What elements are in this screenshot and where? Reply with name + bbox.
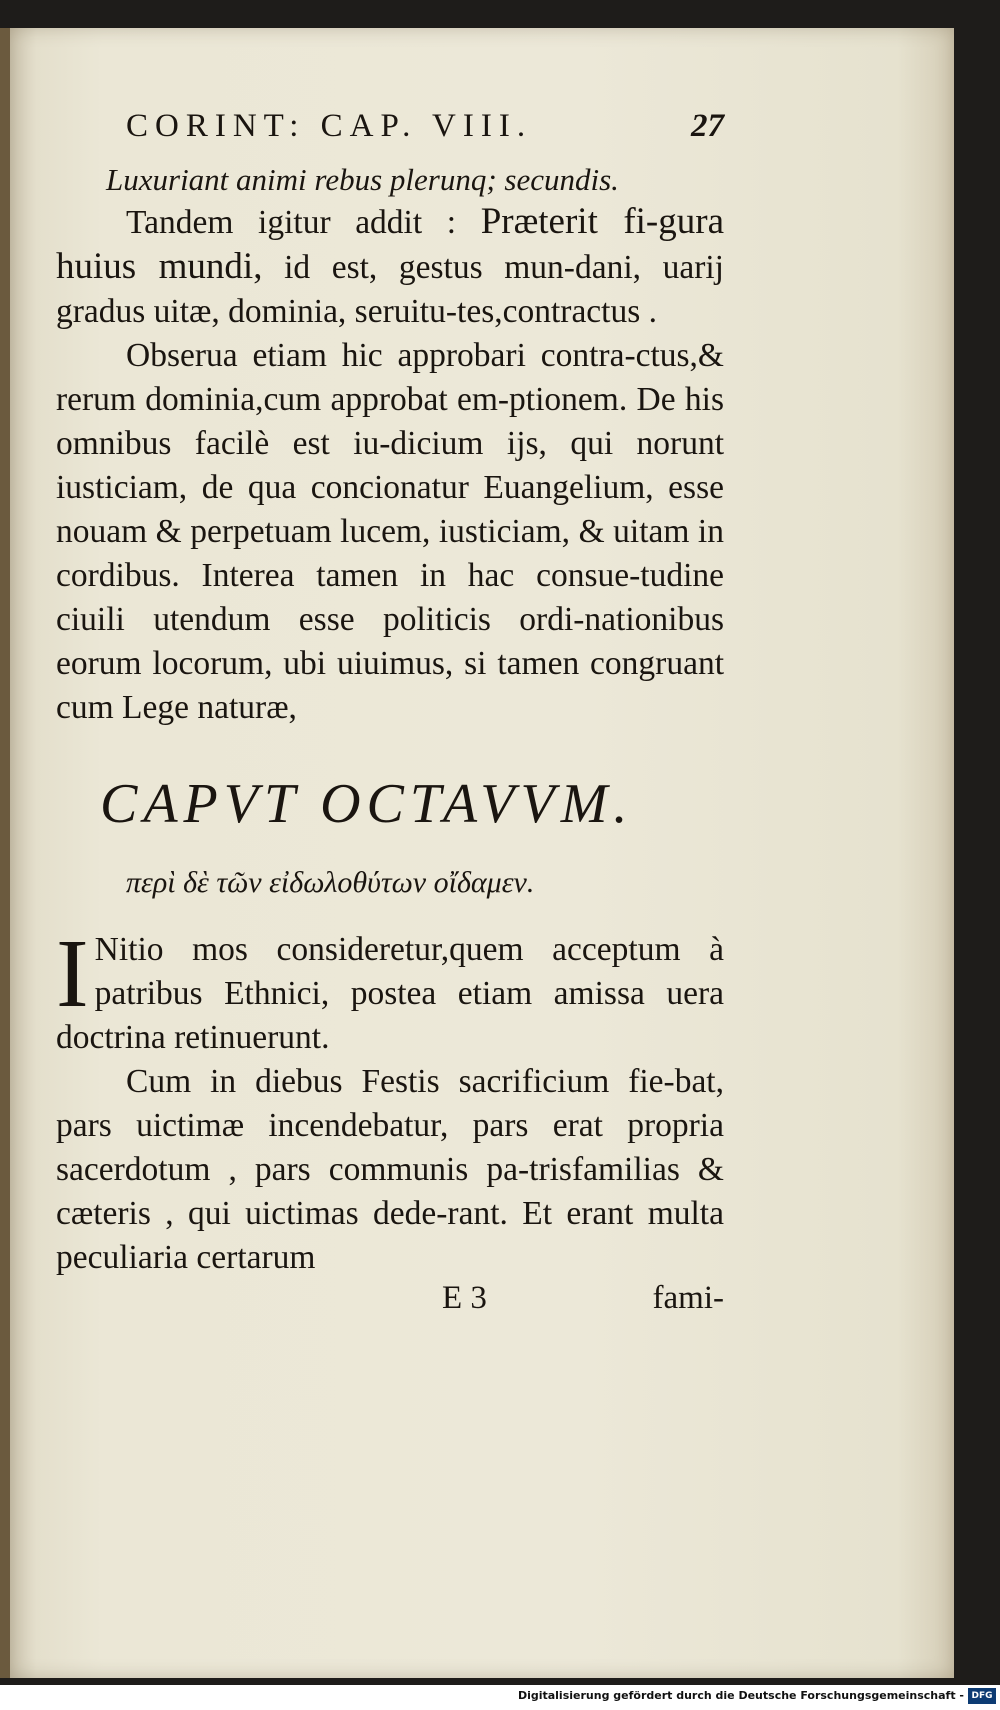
motto-line: Luxuriant animi rebus plerunq; secundis. [106, 162, 619, 197]
footer-credit: Digitalisierung gefördert durch die Deutsche Forschungsgemeinschaft - [517, 1689, 964, 1702]
catchword-line [56, 1280, 724, 1324]
page-number: 27 [691, 108, 724, 144]
running-head [56, 108, 724, 152]
chapter-heading: CAPVT OCTAVVM. [100, 773, 634, 835]
paragraph-3-text: Nitio mos consideretur,quem acceptum à patribus Ethnici, postea etiam amissa uera doctrina retinuerunt. [56, 931, 724, 1056]
page-spine-edge [0, 28, 10, 1678]
paragraph-1-quote-a: Præterit fi- [480, 201, 659, 242]
running-head-title: CORINT: CAP. VIII. [126, 108, 533, 144]
signature-mark: E 3 [442, 1280, 487, 1316]
footer-bar [0, 1685, 1000, 1710]
paragraph-1-rest: id est, gestus mun-dani, uarij gradus uitæ, dominia, seruitu-tes,contractus . [56, 249, 724, 330]
paragraph-1 [56, 200, 724, 334]
paragraph-3 [56, 920, 724, 1060]
paragraph-2: Obserua etiam hic approbari contra-ctus,& rerum dominia,cum approbat em-ptionem. De his omnibus facilè est iu-dicium ijs, qui norunt iusticiam, de qua concionatur Euangelium, esse nouam & perpetuam lucem, iusticiam, & uitam in cordibus. Interea tamen in hac consue-tudine ciuili utendum esse politicis ordi-nationibus eorum locorum, ubi uiuimus, si tamen congruant cum Lege naturæ, [56, 337, 724, 726]
catchword: fami- [652, 1280, 724, 1316]
paragraph-1-quote-b: gura huius mundi, [56, 201, 724, 287]
drop-cap-initial: I [56, 920, 89, 1028]
paragraph-1-lead: Tandem igitur addit : [126, 204, 481, 241]
paragraph-4: Cum in diebus Festis sacrificium fie-bat, pars uictimæ incendebatur, pars erat propria sacerdotum , pars communis pa-trisfamilias & cæteris , qui uictimas dede-rant. Et erant multa peculiaria certarum [56, 1063, 724, 1276]
dfg-logo-icon: DFG [968, 1688, 996, 1704]
page-text-block [56, 108, 724, 1324]
greek-epigraph: περὶ δὲ τῶν εἰδωλοθύτων οἴδαμεν. [126, 866, 535, 899]
